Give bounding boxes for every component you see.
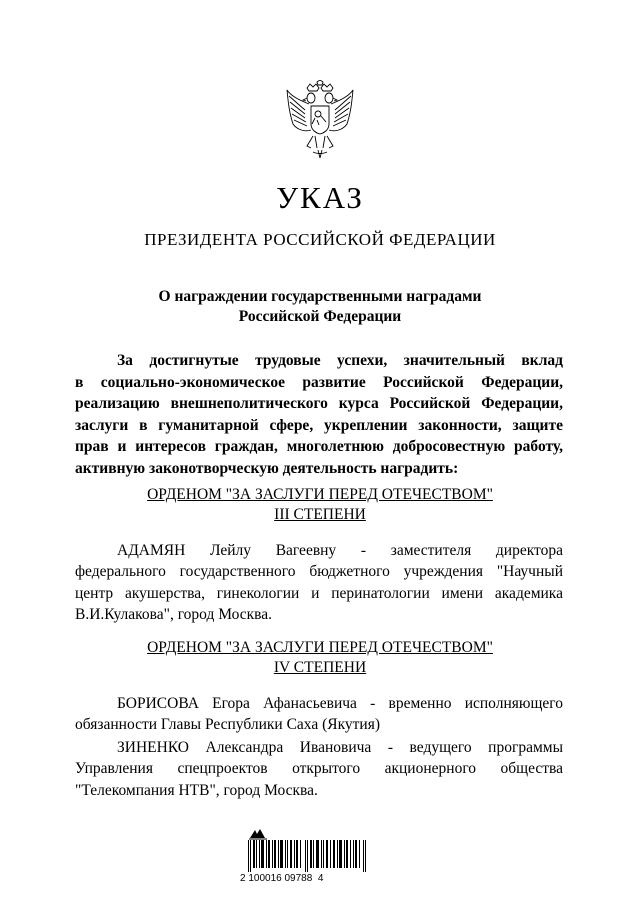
heading-line: О награждении государственными наградами [158, 288, 482, 305]
recipient-line: В.И.Кулакова", город Москва. [75, 606, 273, 624]
decree-title: УКАЗ [276, 180, 364, 215]
document-barcode [238, 828, 398, 888]
decree-heading [0, 287, 640, 327]
preamble-line: активную законотворческую деятельность наградить: [75, 459, 459, 477]
barcode-number: 2 100016 09788 4 [240, 873, 324, 884]
coat-of-arms-icon [285, 80, 355, 162]
heading-line: Российской Федерации [238, 308, 402, 325]
preamble-line: За достигнутые трудовые успехи, значительный вклад [117, 352, 563, 369]
recipient-line: БОРИСОВА Егора Афанасьевича - временно исполняющего [117, 695, 563, 712]
order-title-iii [0, 485, 640, 525]
award-recipient-adamyan [75, 540, 563, 626]
order-title-iv [0, 638, 640, 678]
recipient-line: АДАМЯН Лейлу Вагеевну - заместителя директора [117, 542, 563, 559]
preamble-paragraph [75, 350, 563, 480]
publisher-logo-icon [249, 828, 267, 840]
order-degree-line: IV СТЕПЕНИ [273, 659, 367, 676]
award-recipient-zinenko [75, 737, 563, 801]
order-title-line: ОРДЕНОМ "ЗА ЗАСЛУГИ ПЕРЕД ОТЕЧЕСТВОМ" [147, 639, 493, 656]
recipient-line: "Телекомпания НТВ", город Москва. [75, 781, 318, 799]
recipient-line: Управления спецпроектов открытого акционерного общества [75, 760, 563, 778]
order-title-line: ОРДЕНОМ "ЗА ЗАСЛУГИ ПЕРЕД ОТЕЧЕСТВОМ" [147, 486, 493, 503]
recipient-line: ЗИНЕНКО Александра Ивановича - ведущего программы [117, 739, 563, 756]
recipient-line: обязанности Главы Республики Саха (Якутия) [75, 716, 381, 734]
preamble-line: в социально-экономическое развитие Российской Федерации, [75, 373, 563, 391]
preamble-line: заслуги в гуманитарной сфере, укреплении законности, защите [75, 416, 563, 434]
preamble-line: реализацию внешнеполитического курса Российской Федерации, [75, 395, 563, 413]
barcode-icon [248, 840, 368, 872]
preamble-line: прав и интересов граждан, многолетнюю добросовестную работу, [75, 438, 563, 456]
recipient-line: центр акушерства, гинекологии и перинатологии имени академика [75, 584, 563, 602]
recipient-line: федерального государственного бюджетного учреждения "Научный [75, 563, 563, 581]
award-recipient-borisov [75, 693, 563, 736]
decree-subtitle: ПРЕЗИДЕНТА РОССИЙСКОЙ ФЕДЕРАЦИИ [144, 230, 496, 249]
order-degree-line: III СТЕПЕНИ [274, 506, 366, 523]
